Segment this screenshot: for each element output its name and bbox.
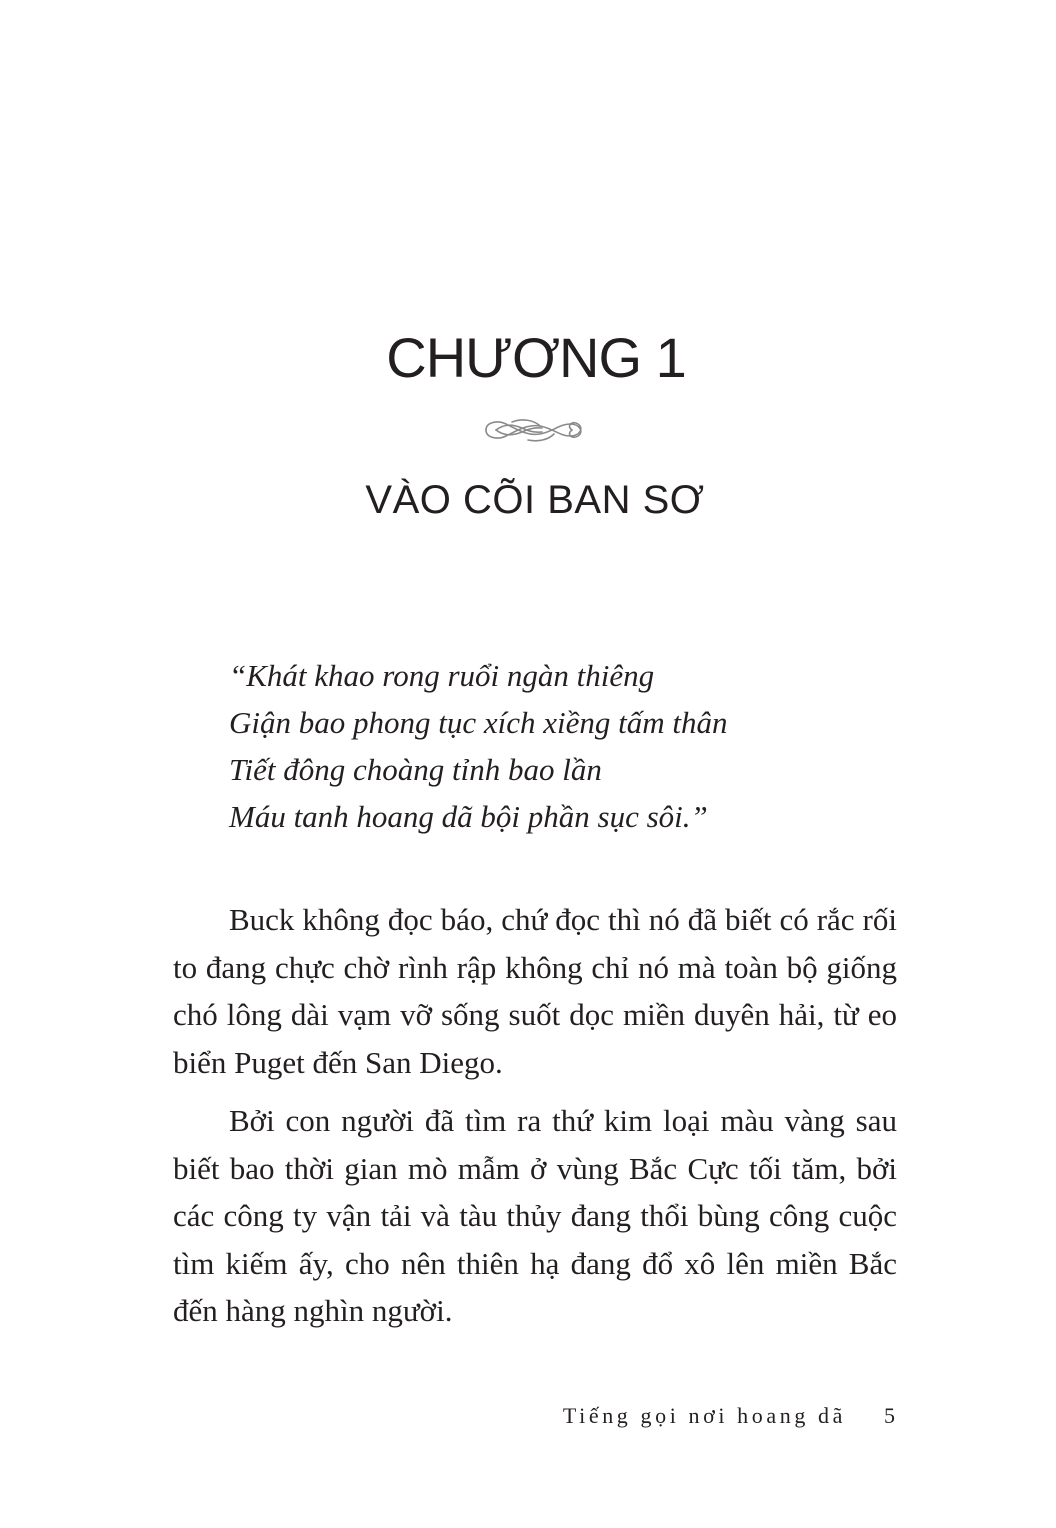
- flourish-ornament-icon: [482, 412, 586, 448]
- running-footer-title: Tiếng gọi nơi hoang dã: [562, 1403, 846, 1428]
- page-footer: [0, 1398, 1056, 1438]
- epigraph-poem: [229, 652, 909, 840]
- page-number: 5: [884, 1403, 895, 1428]
- epigraph-line: Tiết đông choàng tỉnh bao lần: [229, 752, 602, 787]
- epigraph-line: Giận bao phong tục xích xiềng tấm thân: [229, 705, 728, 740]
- body-paragraph: Bởi con người đã tìm ra thứ kim loại màu vàng sau biết bao thời gian mò mẫm ở vùng Bắc Cực tối tăm, bởi các công ty vận tải và tàu thủy đang thổi bùng công cuộc tìm kiếm ấy, cho nên thiên hạ đang đổ xô lên miền Bắc đến hàng nghìn người.: [173, 1103, 897, 1328]
- chapter-body: [173, 896, 897, 1346]
- body-paragraph: Buck không đọc báo, chứ đọc thì nó đã biết có rắc rối to đang chực chờ rình rập không chỉ nó mà toàn bộ giống chó lông dài vạm vỡ sống suốt dọc miền duyên hải, từ eo biển Puget đến San Diego.: [173, 902, 897, 1080]
- epigraph-line: Máu tanh hoang dã bội phần sục sôi.”: [229, 799, 708, 834]
- chapter-title: CHƯƠNG 1: [386, 326, 686, 389]
- chapter-subtitle: VÀO CÕI BAN SƠ: [365, 478, 705, 522]
- epigraph-line: “Khát khao rong ruổi ngàn thiêng: [229, 658, 655, 693]
